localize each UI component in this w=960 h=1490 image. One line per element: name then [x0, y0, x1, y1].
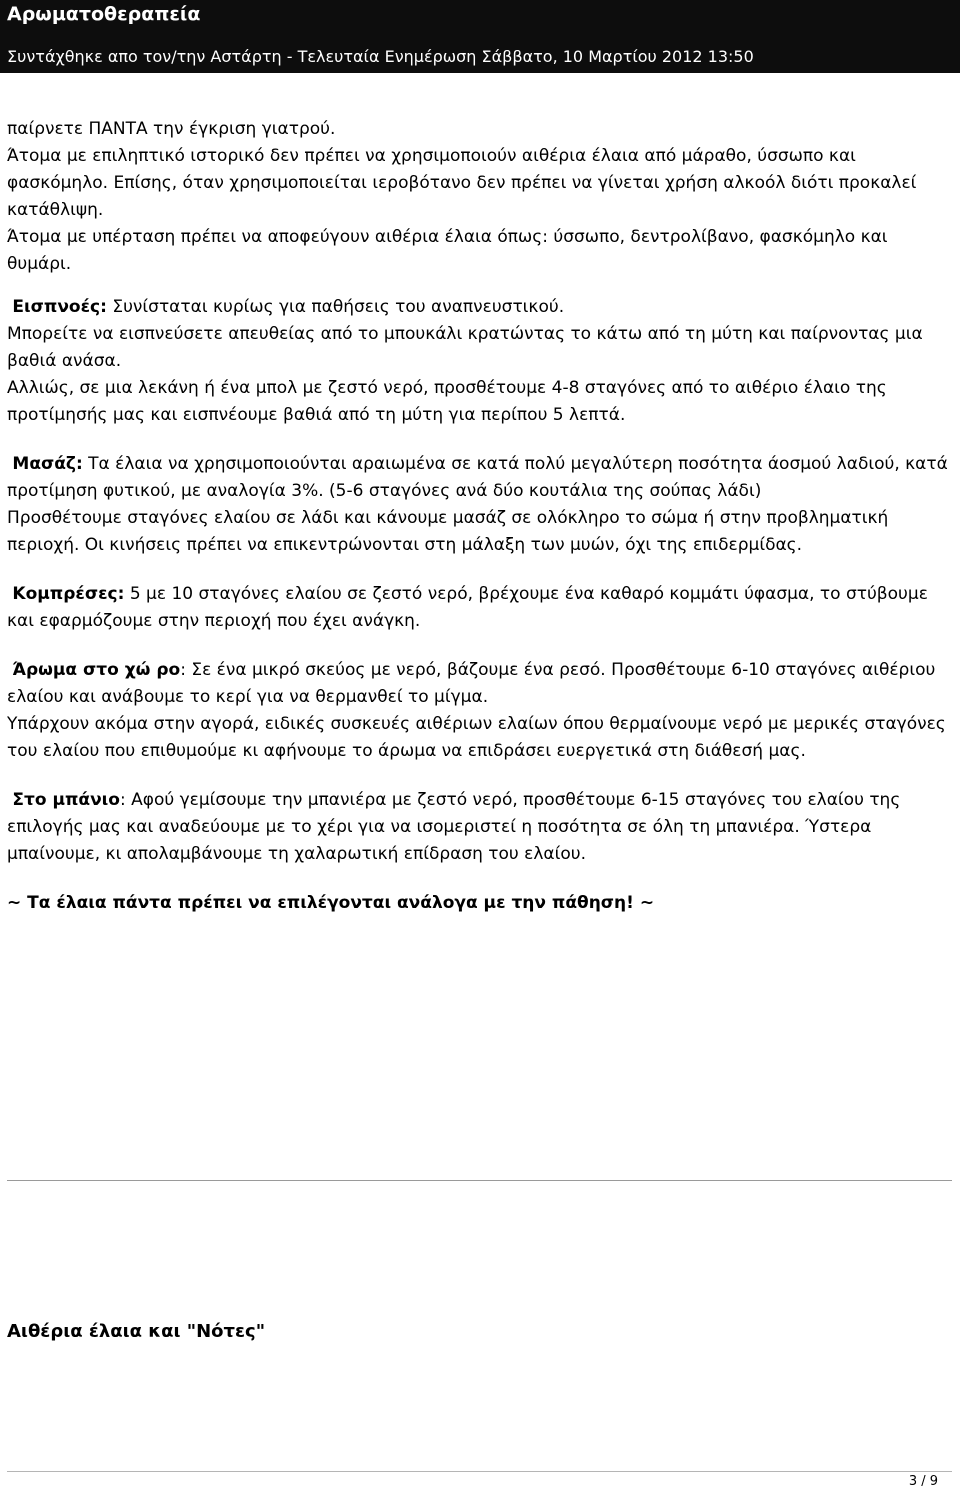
- aroma-section: [7, 657, 951, 711]
- compress-text: 5 με 10 σταγόνες ελαίου σε ζεστό νερό, βρέχουμε ένα καθαρό κομμάτι ύφασμα, το στύβουμε και εφαρμόζουμε στην περιοχή που έχει ανάγκη.: [7, 584, 928, 631]
- inhalation-paragraph-2: Μπορείτε να εισπνεύσετε απευθείας από το μπουκάλι κρατώντας το κάτω από τη μύτη και παίρνοντας μια βαθιά ανάσα.: [7, 324, 923, 371]
- paragraph-epilepsy: Άτομα με επιληπτικό ιστορικό δεν πρέπει να χρησιμοποιούν αιθέρια έλαια από μάραθο, ύσσωπο και φασκόμηλο. Επίσης, όταν χρησιμοποιείται ιεροβότανο δεν πρέπει να γίνεται χρήση αλκοόλ διότι προκαλεί κατάθλιψη.: [7, 146, 917, 220]
- bath-text: : Αφού γεμίσουμε την μπανιέρα με ζεστό νερό, προσθέτουμε 6-15 σταγόνες του ελαίου της επιλογής μας και αναδεύουμε με το χέρι για να ισομεριστεί η ποσότητα σε όλη τη μπανιέρα. Ύστερα μπαίνουμε, κι απολαμβάνουμε τη χαλαρωτική επίδραση του ελαίου.: [7, 790, 901, 864]
- footer-divider: [7, 1471, 952, 1472]
- header-meta: Συντάχθηκε απο τον/την Αστάρτη - Τελευταία Ενημέρωση Σάββατο, 10 Μαρτίου 2012 13:50: [7, 47, 754, 66]
- massage-text: Τα έλαια να χρησιμοποιούνται αραιωμένα σε κατά πολύ μεγαλύτερη ποσότητα άοσμού λαδιού, κατά προτίμηση φυτικού, με αναλογία 3%. (5-6 σταγόνες ανά δύο κουτάλια της σούπας λάδι): [7, 454, 948, 501]
- paragraph-hypertension: Άτομα με υπέρταση πρέπει να αποφεύγουν αιθέρια έλαια όπως: ύσσωπο, δεντρολίβανο, φασκόμηλο και θυμάρι.: [7, 227, 888, 274]
- massage-section: [7, 451, 951, 505]
- section-divider: [7, 1180, 952, 1181]
- inhalation-text: Συνίσταται κυρίως για παθήσεις του αναπνευστικού.: [106, 297, 565, 317]
- inhalation-section: [7, 294, 951, 321]
- inhalation-paragraph-3: Αλλιώς, σε μια λεκάνη ή ένα μπολ με ζεστό νερό, προσθέτουμε 4-8 σταγόνες από το αιθέριο έλαιο της προτίμησής μας και εισπνέουμε βαθιά από τη μύτη για περίπου 5 λεπτά.: [7, 378, 887, 425]
- inhalation-label: Εισπνοές:: [12, 297, 107, 317]
- bath-label: Στο μπάνιο: [12, 790, 120, 810]
- massage-label: Μασάζ:: [12, 454, 83, 474]
- aroma-label: Άρωμα στο χώ ρο: [12, 660, 181, 680]
- bath-section: [7, 787, 951, 868]
- section-heading: Αιθέρια έλαια και "Νότες": [7, 1321, 266, 1342]
- massage-paragraph-2: Προσθέτουμε σταγόνες ελαίου σε λάδι και κάνουμε μασάζ σε ολόκληρο το σώμα ή στην προβληματική περιοχή. Οι κινήσεις πρέπει να επικεντρώνονται στη μάλαξη των μυών, όχι της επιδερμίδας.: [7, 508, 889, 555]
- header-title: Αρωματοθεραπεία: [7, 3, 201, 25]
- compress-label: Κομπρέσες:: [12, 584, 125, 604]
- page-header: [0, 0, 960, 73]
- page-number: 3 / 9: [908, 1474, 938, 1489]
- compress-section: [7, 581, 951, 635]
- aroma-text: : Σε ένα μικρό σκεύος με νερό, βάζουμε ένα ρεσό. Προσθέτουμε 6-10 σταγόνες αιθέριου ελαίου και ανάβουμε το κερί για να θερμανθεί το μίγμα.: [7, 660, 936, 707]
- paragraph-approval: παίρνετε ΠΑΝΤΑ την έγκριση γιατρού.: [7, 119, 336, 139]
- article-body: [7, 116, 951, 917]
- aroma-paragraph-2: Υπάρχουν ακόμα στην αγορά, ειδικές συσκευές αιθέριων ελαίων όπου θερμαίνουμε νερό με μερικές σταγόνες του ελαίου που επιθυμούμε κι αφήνουμε το άρωμα να επιδράσει ευεργετικά στη διάθεσή μας.: [7, 714, 946, 761]
- closing-note: ~ Τα έλαια πάντα πρέπει να επιλέγονται ανάλογα με την πάθηση! ~: [7, 893, 655, 913]
